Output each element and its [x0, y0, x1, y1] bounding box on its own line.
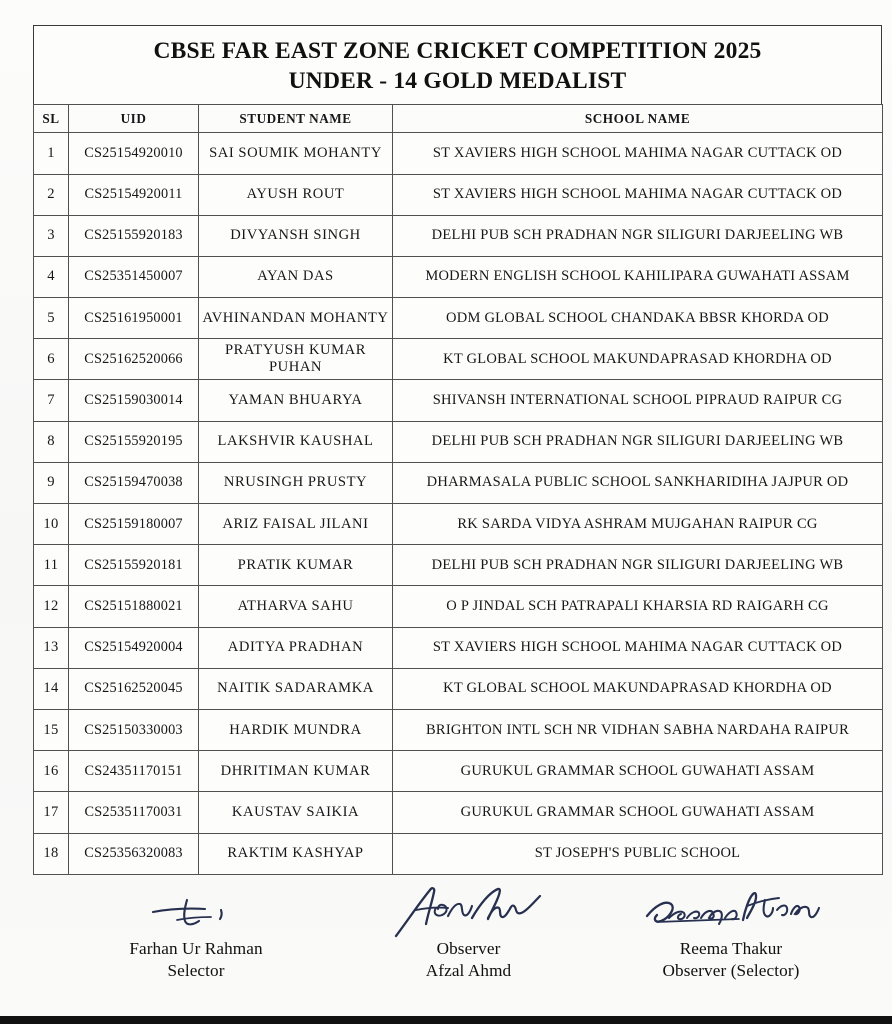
- cell-name: KAUSTAV SAIKIA: [199, 792, 393, 833]
- cell-uid: CS25155920183: [69, 215, 199, 256]
- table-row: [34, 627, 883, 668]
- cell-school: DHARMASALA PUBLIC SCHOOL SANKHARIDIHA JAJPUR OD: [393, 462, 883, 503]
- cell-uid: CS25159030014: [69, 380, 199, 421]
- table-row: [34, 339, 883, 380]
- table-row: [34, 174, 883, 215]
- cell-sl: 5: [34, 298, 69, 339]
- cell-school: GURUKUL GRAMMAR SCHOOL GUWAHATI ASSAM: [393, 792, 883, 833]
- cell-uid: CS25162520066: [69, 339, 199, 380]
- cell-school: DELHI PUB SCH PRADHAN NGR SILIGURI DARJEELING WB: [393, 421, 883, 462]
- cell-name: AVHINANDAN MOHANTY: [199, 298, 393, 339]
- cell-sl: 12: [34, 586, 69, 627]
- cell-name: AYAN DAS: [199, 256, 393, 297]
- cell-sl: 8: [34, 421, 69, 462]
- cell-school: ST JOSEPH'S PUBLIC SCHOOL: [393, 833, 883, 874]
- cell-sl: 14: [34, 668, 69, 709]
- cell-sl: 1: [34, 133, 69, 174]
- cell-school: ST XAVIERS HIGH SCHOOL MAHIMA NAGAR CUTTACK OD: [393, 133, 883, 174]
- cell-name: DHRITIMAN KUMAR: [199, 751, 393, 792]
- cell-name: NRUSINGH PRUSTY: [199, 462, 393, 503]
- table-row: [34, 709, 883, 750]
- signature-block-observer-afzal: [341, 886, 596, 982]
- cell-name: LAKSHVIR KAUSHAL: [199, 421, 393, 462]
- table-row: [34, 833, 883, 874]
- cell-sl: 2: [34, 174, 69, 215]
- signature-name-line-2: Afzal Ahmd: [425, 961, 512, 981]
- signature-block-selector: [51, 886, 341, 982]
- cell-name: ARIZ FAISAL JILANI: [199, 504, 393, 545]
- cell-uid: CS25150330003: [69, 709, 199, 750]
- table-row: [34, 256, 883, 297]
- cell-school: SHIVANSH INTERNATIONAL SCHOOL PIPRAUD RAIPUR CG: [393, 380, 883, 421]
- cell-uid: CS25159470038: [69, 462, 199, 503]
- table-row: [34, 586, 883, 627]
- cell-sl: 17: [34, 792, 69, 833]
- table-row: [34, 751, 883, 792]
- cell-uid: CS25351170031: [69, 792, 199, 833]
- cell-school: RK SARDA VIDYA ASHRAM MUJGAHAN RAIPUR CG: [393, 504, 883, 545]
- cell-sl: 18: [34, 833, 69, 874]
- cell-name: NAITIK SADARAMKA: [199, 668, 393, 709]
- cell-name: AYUSH ROUT: [199, 174, 393, 215]
- cell-school: ODM GLOBAL SCHOOL CHANDAKA BBSR KHORDA OD: [393, 298, 883, 339]
- table-body: [34, 133, 883, 874]
- signature-name-line-1: Observer: [436, 939, 501, 958]
- table-header: [34, 105, 883, 133]
- cell-name: ADITYA PRADHAN: [199, 627, 393, 668]
- cell-sl: 16: [34, 751, 69, 792]
- cell-uid: CS25154920011: [69, 174, 199, 215]
- title-line-secondary: UNDER - 14 GOLD MEDALIST: [288, 67, 627, 94]
- signature-name-line-1: Farhan Ur Rahman: [129, 939, 263, 958]
- cell-school: DELHI PUB SCH PRADHAN NGR SILIGURI DARJEELING WB: [393, 545, 883, 586]
- title-line-primary: CBSE FAR EAST ZONE CRICKET COMPETITION 2025: [153, 38, 762, 64]
- cell-name: PRATYUSH KUMAR PUHAN: [199, 339, 393, 380]
- cell-school: GURUKUL GRAMMAR SCHOOL GUWAHATI ASSAM: [393, 751, 883, 792]
- cell-uid: CS25155920181: [69, 545, 199, 586]
- cell-school: KT GLOBAL SCHOOL MAKUNDAPRASAD KHORDHA OD: [393, 668, 883, 709]
- cell-uid: CS25356320083: [69, 833, 199, 874]
- table-row: [34, 545, 883, 586]
- cell-sl: 15: [34, 709, 69, 750]
- column-header-school-name: SCHOOL NAME: [393, 105, 883, 133]
- cell-school: BRIGHTON INTL SCH NR VIDHAN SABHA NARDAHA RAIPUR: [393, 709, 883, 750]
- cell-name: HARDIK MUNDRA: [199, 709, 393, 750]
- cell-sl: 11: [34, 545, 69, 586]
- document-title-block: [33, 25, 882, 104]
- table-row: [34, 504, 883, 545]
- table-row: [34, 133, 883, 174]
- cell-name: ATHARVA SAHU: [199, 586, 393, 627]
- table-row: [34, 668, 883, 709]
- cell-school: DELHI PUB SCH PRADHAN NGR SILIGURI DARJEELING WB: [393, 215, 883, 256]
- signature-section: [33, 886, 882, 982]
- result-sheet: [33, 25, 882, 875]
- cell-school: MODERN ENGLISH SCHOOL KAHILIPARA GUWAHATI ASSAM: [393, 256, 883, 297]
- table-row: [34, 215, 883, 256]
- cell-sl: 3: [34, 215, 69, 256]
- table-header-row: [34, 105, 883, 133]
- cell-uid: CS25161950001: [69, 298, 199, 339]
- cell-uid: CS25151880021: [69, 586, 199, 627]
- cell-uid: CS25154920010: [69, 133, 199, 174]
- cell-uid: CS25162520045: [69, 668, 199, 709]
- table-row: [34, 380, 883, 421]
- cell-uid: CS24351170151: [69, 751, 199, 792]
- table-row: [34, 462, 883, 503]
- cell-name: SAI SOUMIK MOHANTY: [199, 133, 393, 174]
- cell-uid: CS25351450007: [69, 256, 199, 297]
- signature-name-line-2: Observer (Selector): [662, 961, 800, 981]
- cell-name: PRATIK KUMAR: [199, 545, 393, 586]
- cell-uid: CS25155920195: [69, 421, 199, 462]
- cell-school: ST XAVIERS HIGH SCHOOL MAHIMA NAGAR CUTTACK OD: [393, 174, 883, 215]
- gold-medalist-table: [33, 104, 883, 874]
- column-header-uid: UID: [69, 105, 199, 133]
- column-header-student-name: STUDENT NAME: [199, 105, 393, 133]
- cell-school: KT GLOBAL SCHOOL MAKUNDAPRASAD KHORDHA OD: [393, 339, 883, 380]
- cell-name: YAMAN BHUARYA: [199, 380, 393, 421]
- cell-name: DIVYANSH SINGH: [199, 215, 393, 256]
- cell-sl: 9: [34, 462, 69, 503]
- handwritten-signature-farhan-icon: [51, 886, 341, 938]
- table-row: [34, 298, 883, 339]
- handwritten-signature-reema-icon: [596, 886, 866, 938]
- signature-block-observer-reema: [596, 886, 866, 982]
- cell-uid: CS25154920004: [69, 627, 199, 668]
- cell-sl: 4: [34, 256, 69, 297]
- cell-sl: 7: [34, 380, 69, 421]
- cell-name: RAKTIM KASHYAP: [199, 833, 393, 874]
- cell-sl: 13: [34, 627, 69, 668]
- page-bottom-edge: [0, 1016, 892, 1024]
- table-row: [34, 421, 883, 462]
- signature-name-line-2: Selector: [167, 961, 225, 981]
- signature-name-line-1: Reema Thakur: [679, 939, 783, 958]
- cell-sl: 6: [34, 339, 69, 380]
- column-header-sl: SL: [34, 105, 69, 133]
- table-row: [34, 792, 883, 833]
- cell-school: O P JINDAL SCH PATRAPALI KHARSIA RD RAIGARH CG: [393, 586, 883, 627]
- cell-school: ST XAVIERS HIGH SCHOOL MAHIMA NAGAR CUTTACK OD: [393, 627, 883, 668]
- cell-sl: 10: [34, 504, 69, 545]
- handwritten-signature-afzal-icon: [341, 886, 596, 938]
- cell-uid: CS25159180007: [69, 504, 199, 545]
